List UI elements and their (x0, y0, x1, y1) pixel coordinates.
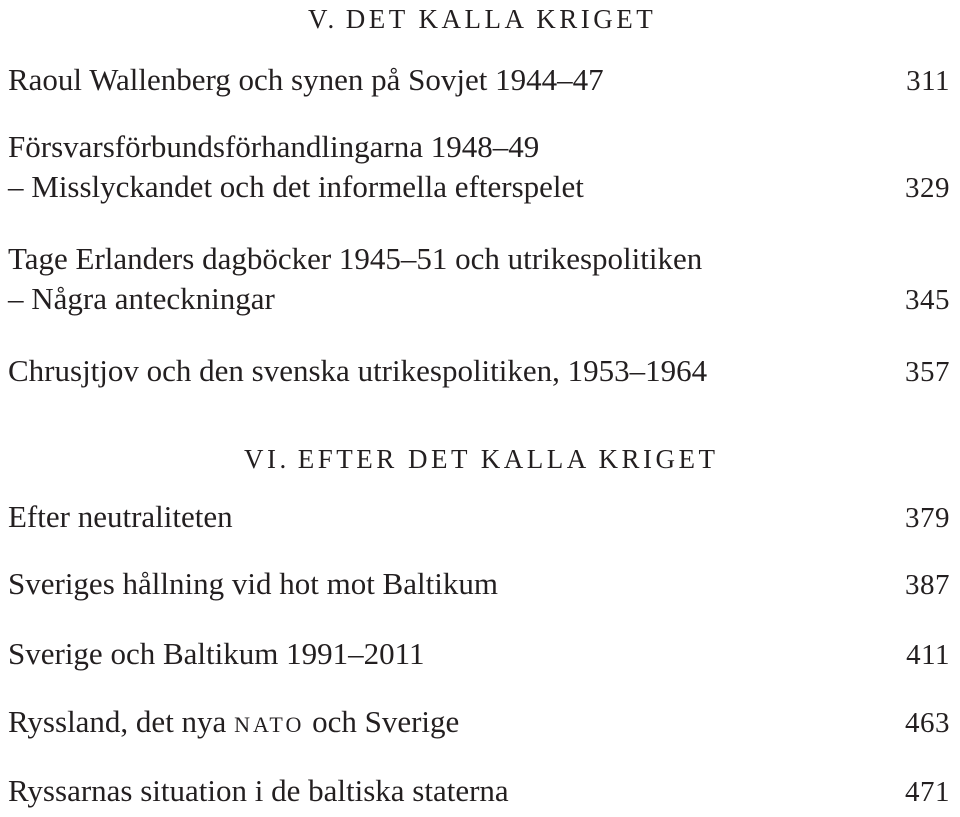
entry-title: Sverige och Baltikum 1991–2011 (8, 636, 425, 671)
section-heading-vi (244, 444, 718, 475)
entry-title: Sveriges hållning vid hot mot Baltikum (8, 566, 498, 601)
entry-subtitle: – Några anteckningar (8, 281, 275, 316)
entry-title: Försvarsförbundsförhandlingarna 1948–49 (8, 129, 540, 164)
entry-subtitle: – Misslyckandet och det informella efterspelet (8, 169, 584, 204)
toc-entry[interactable] (8, 60, 950, 101)
entry-title (8, 702, 459, 742)
page-number: 463 (905, 707, 950, 739)
section-heading-v (308, 4, 656, 35)
section-title: DET KALLA KRIGET (345, 4, 657, 34)
entry-title: Tage Erlanders dagböcker 1945–51 och utrikespolitiken (8, 241, 703, 276)
toc-entry[interactable] (8, 564, 950, 605)
entry-title-part: och Sverige (304, 704, 460, 739)
page-number: 311 (906, 65, 950, 97)
toc-entry[interactable] (8, 634, 950, 675)
entry-title: Raoul Wallenberg och synen på Sovjet 1944–47 (8, 62, 604, 97)
nato-smallcaps: nato (234, 704, 305, 739)
entry-title: Efter neutraliteten (8, 499, 233, 534)
toc-entry[interactable] (8, 239, 950, 320)
toc-entry[interactable] (8, 351, 950, 392)
section-numeral: VI. (244, 444, 290, 474)
toc-entry[interactable] (8, 771, 950, 812)
page-number: 471 (905, 776, 950, 808)
page-number: 379 (905, 502, 950, 534)
toc-entry[interactable] (8, 702, 950, 743)
toc-entry[interactable] (8, 497, 950, 538)
page-number: 345 (905, 284, 950, 316)
section-numeral: V. (308, 4, 338, 34)
page-number: 357 (905, 356, 950, 388)
page-number: 387 (905, 569, 950, 601)
page-number: 329 (905, 172, 950, 204)
section-title: EFTER DET KALLA KRIGET (297, 444, 719, 474)
entry-title: Chrusjtjov och den svenska utrikespolitiken, 1953–1964 (8, 353, 708, 388)
page-number: 411 (906, 639, 950, 671)
toc-entry[interactable] (8, 127, 950, 208)
entry-title-part: Ryssland, det nya (8, 704, 235, 739)
entry-title: Ryssarnas situation i de baltiska staterna (8, 773, 509, 808)
